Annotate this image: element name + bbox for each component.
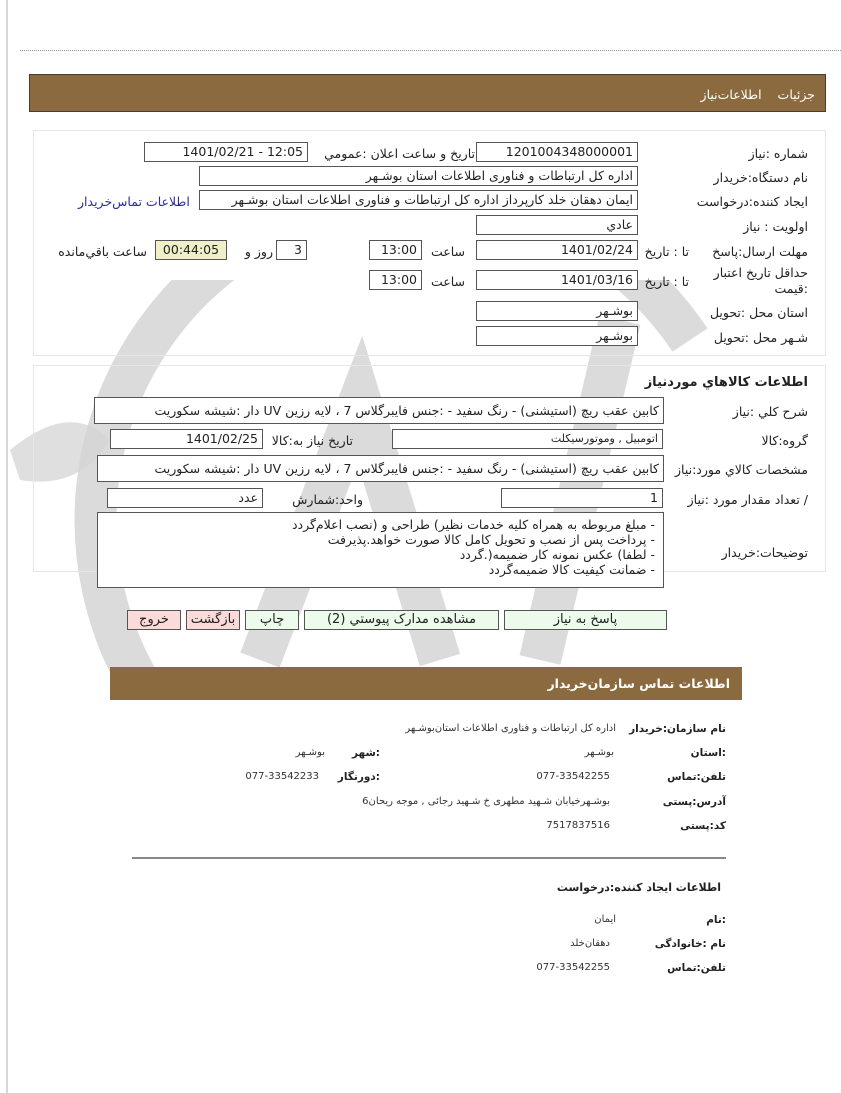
goods-group-label: گروه:کالا — [761, 433, 808, 448]
buyer-note-line: - ضمانت کیفیت کالا ضمیمه‌گردد — [488, 562, 655, 577]
requester-family-label: نام :خانوادگی — [654, 938, 726, 950]
tab-details[interactable]: جزئیات — [777, 87, 815, 102]
postal-code-value: 7517837516 — [546, 820, 610, 831]
requester-name-label: :نام — [706, 914, 726, 926]
validity-date-field: 1401/03/16 — [476, 270, 638, 290]
buyer-org-label: نام دستگاه:خریدار — [713, 170, 808, 185]
specs-label: مشخصات کالاي مورد:نیاز — [674, 462, 808, 477]
quantity-field: 1 — [501, 488, 663, 508]
validity-time-field: 13:00 — [369, 270, 422, 290]
validity-label-2: :قیمت — [774, 281, 808, 296]
need-info-panel — [33, 130, 826, 356]
fax-label: :دورنگار — [337, 771, 380, 783]
org-name-label: نام سازمان:خریدار — [629, 723, 726, 735]
buyer-notes-box — [97, 512, 664, 588]
priority-label: اولویت : نیاز — [743, 219, 808, 234]
postal-code-label: کد:پستی — [680, 820, 726, 832]
org-name-value: اداره کل ارتباطات و فناوری اطلاعات استان‌بوشـهر — [405, 723, 616, 734]
delivery-city-label: شـهر محل :تحویل — [713, 330, 808, 345]
phone-label: تلفن:تماس — [667, 771, 726, 783]
fax-value: 077-33542233 — [245, 771, 319, 782]
unit-label: واحد:شمارش — [292, 492, 363, 507]
goods-section-title: اطلاعات کالاهاي موردنیاز — [644, 375, 808, 390]
requester-phone-value: 077-33542255 — [536, 962, 610, 973]
tab-need-info[interactable]: اطلاعات‌نیاز — [700, 87, 762, 102]
need-number-label: شماره :نیاز — [748, 146, 808, 161]
announce-datetime-label: تاریخ و ساعت اعلان :عمومي — [324, 146, 475, 161]
requester-name-value: ایمان — [594, 914, 616, 925]
buyer-contact-header — [110, 667, 742, 700]
specs-field: کابین عقب ریچ (استیشنی) - رنگ سفید - :جنس فایبرگلاس 7 ، لایه رزین UV دار :شیشه سکوریت — [97, 455, 664, 482]
section-divider — [132, 857, 726, 859]
requester-section-title: اطلاعات ایجاد کننده:درخواست — [556, 881, 721, 894]
view-attachments-button[interactable]: مشاهده مدارک پیوستي (2) — [304, 610, 499, 630]
remaining-time-field: 00:44:05 — [155, 240, 227, 260]
address-label: آدرس:پستی — [662, 796, 726, 808]
back-button[interactable]: بازگشت — [186, 610, 240, 630]
buyer-contact-link[interactable]: اطلاعات تماس‌خریدار — [78, 194, 190, 209]
goods-group-field: اتومبیل , وموتورسیکلت — [392, 429, 663, 449]
delivery-province-label: استان محل :تحویل — [709, 305, 808, 320]
buyer-notes-label: توضیحات:خریدار — [721, 545, 808, 560]
city-label: :شهر — [352, 747, 380, 759]
unit-field: عدد — [107, 488, 263, 508]
print-button[interactable]: چاپ — [245, 610, 299, 630]
validity-label-1: حداقل تاریخ اعتبار — [713, 265, 808, 280]
buyer-note-line: - مبلغ مربوطه به همراه کلیه خدمات نظیر) طراحی و (نصب اعلام‌گردد — [291, 517, 655, 532]
top-dotted-divider — [20, 50, 841, 51]
buyer-contact-title: اطلاعات تماس سازمان‌خریدار — [547, 676, 730, 691]
deadline-label: مهلت ارسال:پاسخ — [712, 244, 808, 259]
city-value: بوشـهر — [295, 747, 325, 758]
requester-field: ایمان دهقان خلد کارپرداز اداره کل ارتباطات و فناوری اطلاعات استان بوشـهر — [199, 190, 638, 210]
announce-datetime-field: 1401/02/21 - 12:05 — [144, 142, 308, 162]
need-date-field: 1401/02/25 — [110, 429, 263, 449]
buyer-note-line: - لطفا) عکس نمونه کار ضمیمه(.گردد — [459, 547, 655, 562]
delivery-province-field: بوشـهر — [476, 301, 638, 321]
requester-family-value: دهقان‌خلد — [570, 938, 610, 949]
deadline-date-field: 1401/02/24 — [476, 240, 638, 260]
deadline-hour-label: ساعت — [430, 244, 465, 259]
need-date-label: تاریخ نیاز به:کالا — [271, 433, 353, 448]
requester-label: ایجاد کننده:درخواست — [696, 194, 808, 209]
details-header-bar — [29, 74, 826, 112]
days-remaining-field: 3 — [276, 240, 307, 260]
delivery-city-field: بوشـهر — [476, 326, 638, 346]
priority-field: عادي — [476, 215, 638, 235]
buyer-org-field: اداره کل ارتباطات و فناوری اطلاعات استان بوشـهر — [199, 166, 638, 186]
exit-button[interactable]: خروج — [127, 610, 181, 630]
general-desc-field: کابین عقب ریچ (استیشنی) - رنگ سفید - :جنس فایبرگلاس 7 ، لایه رزین UV دار :شیشه سکوریت — [94, 397, 664, 424]
quantity-label: / تعداد مقدار مورد :نیاز — [687, 492, 808, 507]
province-value: بوشـهر — [584, 747, 614, 758]
days-label: روز و — [244, 244, 273, 259]
validity-to-date-label: تا : تاریخ — [644, 274, 689, 289]
general-desc-label: شرح کلي :نیاز — [732, 404, 808, 419]
phone-value: 077-33542255 — [536, 771, 610, 782]
buyer-note-line: - پرداخت پس از نصب و تحویل کامل کالا صورت خواهد.پذیرفت — [327, 532, 655, 547]
deadline-time-field: 13:00 — [369, 240, 422, 260]
validity-hour-label: ساعت — [430, 274, 465, 289]
deadline-to-date-label: تا : تاریخ — [644, 244, 689, 259]
reply-to-need-button[interactable]: پاسخ به نیاز — [504, 610, 667, 630]
requester-phone-label: تلفن:تماس — [667, 962, 726, 974]
remaining-time-label: ساعت باقي‌مانده — [58, 244, 147, 259]
need-number-field: 1201004348000001 — [476, 142, 638, 162]
province-label: :استان — [690, 747, 726, 759]
address-value: بوشـهرخیابان شـهید مطهری خ شـهید رجائی , موجه ریحان6 — [362, 796, 610, 807]
page-left-border — [6, 0, 8, 1093]
